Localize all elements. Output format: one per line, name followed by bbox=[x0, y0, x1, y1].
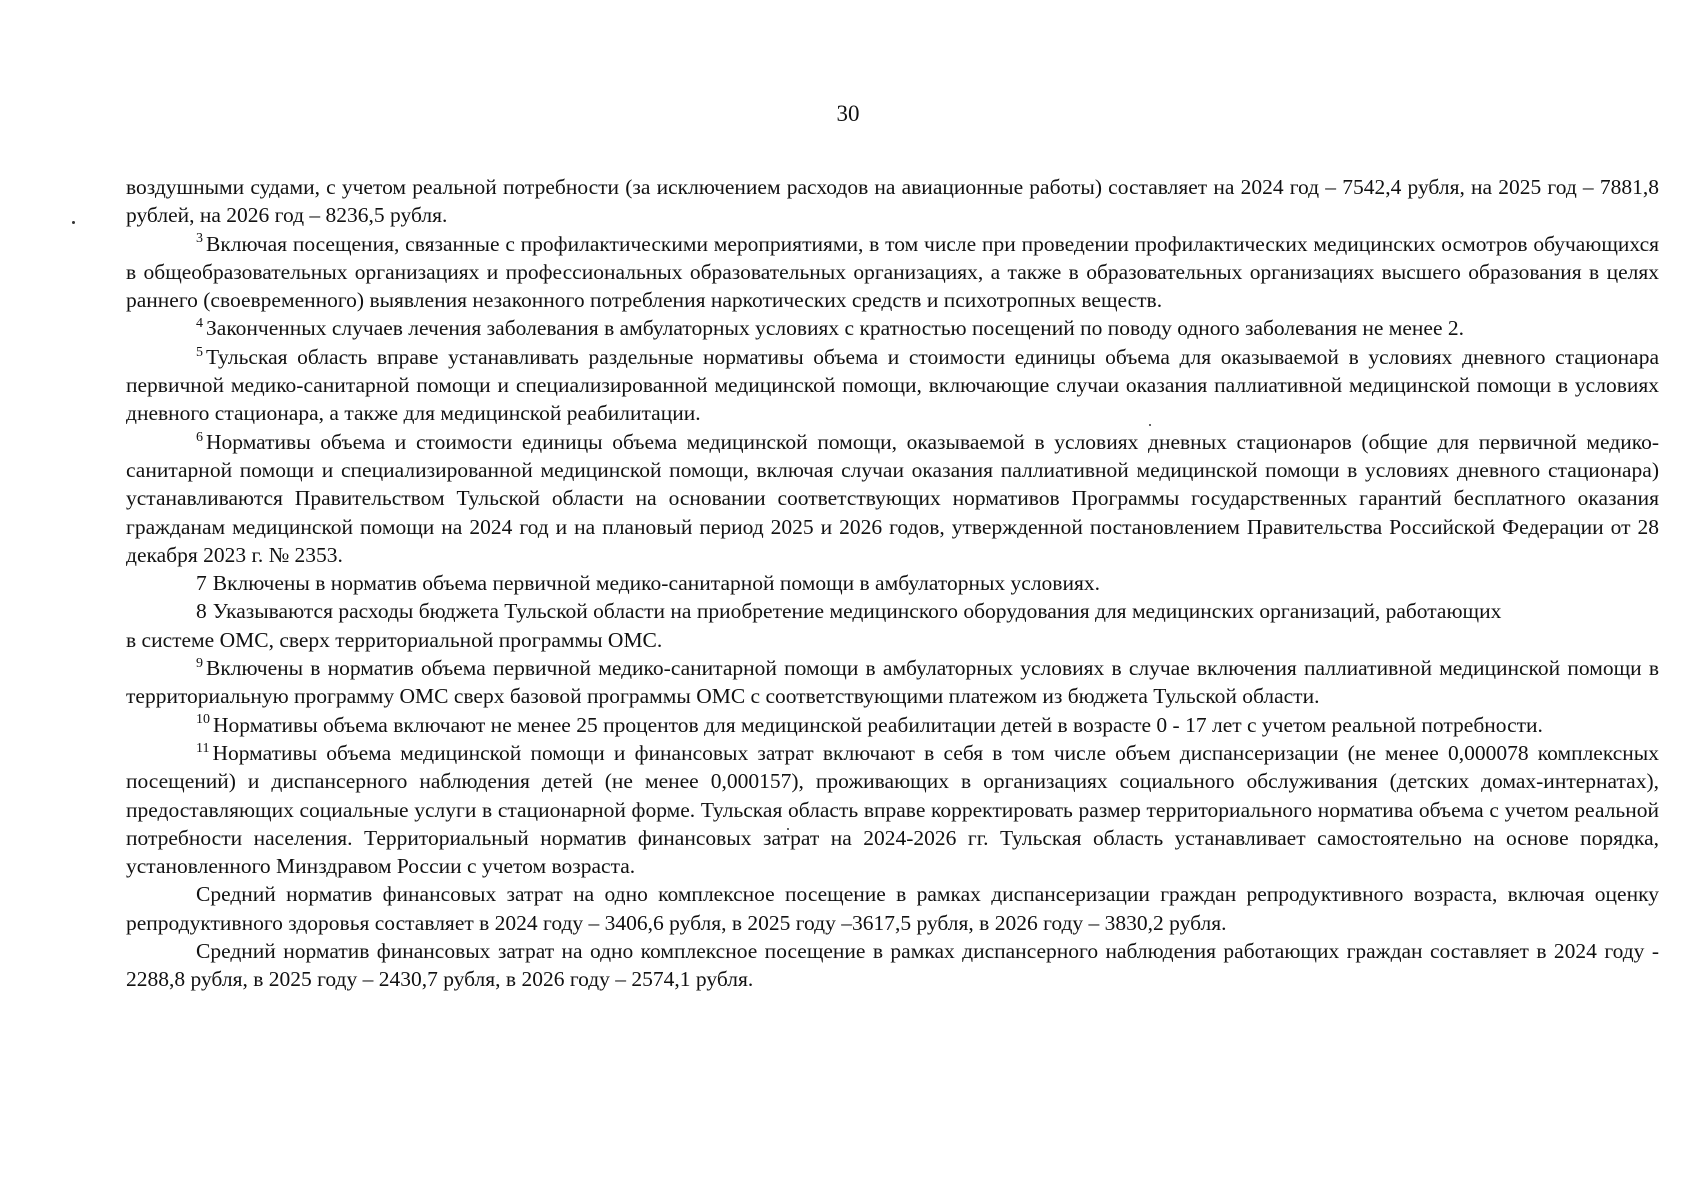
footnote-10 bbox=[126, 711, 1659, 739]
footnote-marker: 8 bbox=[196, 599, 207, 624]
footnote-11 bbox=[126, 739, 1659, 880]
footnote-4 bbox=[126, 314, 1659, 342]
footnote-text: Включены в норматив объема первичной медико-санитарной помощи в амбулаторных условиях в случае включения паллиативной медицинской помощи в территориальную программу ОМС сверх базовой программы ОМС с соответствующими платежом из бюджета Тульской области. bbox=[126, 656, 1659, 709]
footnote-marker: 10 bbox=[196, 712, 210, 728]
paragraph-text: Средний норматив финансовых затрат на одно комплексное посещение в рамках диспансерного наблюдения работающих граждан составляет в 2024 году - 2288,8 рубля, в 2025 году – 2430,7 рубля, в 2026 году – 2574,1 рубля. bbox=[126, 939, 1659, 992]
footnote-8 bbox=[126, 597, 1659, 625]
paragraph-dispensary-observation bbox=[126, 937, 1659, 994]
footnote-6 bbox=[126, 428, 1659, 569]
footnote-marker: 11 bbox=[196, 740, 210, 756]
page-number: 30 bbox=[836, 101, 860, 126]
footnote-text: Нормативы объема и стоимости единицы объема медицинской помощи, оказываемой в условиях дневных стационаров (общие для первичной медико-санитарной помощи и специализированной медицинской помощи, включая случаи оказания паллиативной медицинской помощи в условиях дневного стационара) устанавливаются Правительством Тульской области на основании соответствующих нормативов Программы государственных гарантий бесплатного оказания гражданам медицинской помощи на 2024 год и на плановый период 2025 и 2026 годов, утвержденной постановлением Правительства Российской Федерации от 28 декабря 2023 г. № 2353. bbox=[126, 429, 1659, 567]
document-body bbox=[126, 173, 1659, 994]
footnote-text: Нормативы объема медицинской помощи и финансовых затрат включают в себя в том числе объем диспансеризации (не менее 0,000078 комплексных посещений) и диспансерного наблюдения детей (не менее 0,000157), проживающих в организациях социального обслуживания (детских домах-интернатах), предоставляющих социальные услуги в стационарной форме. Тульская область вправе корректировать размер территориального норматива объема с учетом реальной потребности населения. Территориальный норматив финансовых затрат на 2024-2026 гг. Тульская область устанавливает самостоятельно на основе порядка, установленного Минздравом России с учетом возраста. bbox=[126, 740, 1659, 879]
footnote-text: Включены в норматив объема первичной медико-санитарной помощи в амбулаторных условиях. bbox=[212, 571, 1100, 596]
footnote-text: Включая посещения, связанные с профилактическими мероприятиями, в том числе при проведении профилактических медицинских осмотров обучающихся в общеобразовательных организациях и профессиональных образовательных организациях, а также в образовательных организациях высшего образования в целях раннего (своевременного) выявления незаконного потребления наркотических средств и психотропных веществ. bbox=[126, 231, 1659, 313]
footnote-7 bbox=[126, 569, 1659, 597]
footnote-marker: 6 bbox=[196, 429, 203, 445]
footnote-text: Нормативы объема включают не менее 25 процентов для медицинской реабилитации детей в возрасте 0 - 17 лет с учетом реальной потребности. bbox=[213, 712, 1543, 737]
footnote-text: Законченных случаев лечения заболевания в амбулаторных условиях с кратностью посещений по поводу одного заболевания не менее 2. bbox=[206, 316, 1465, 341]
footnote-marker: 9 bbox=[196, 655, 203, 671]
footnote-marker: 4 bbox=[196, 316, 203, 332]
footnote-5 bbox=[126, 343, 1659, 428]
footnote-text: Указываются расходы бюджета Тульской области на приобретение медицинского оборудования для медицинских организаций, работающих bbox=[212, 599, 1502, 624]
footnote-text: в системе ОМС, сверх территориальной программы ОМС. bbox=[126, 627, 663, 652]
footnote-marker: 3 bbox=[196, 231, 203, 247]
paragraph-continued bbox=[126, 173, 1659, 230]
paragraph-text: воздушными судами, с учетом реальной потребности (за исключением расходов на авиационные работы) составляет на 2024 год – 7542,4 рубля, на 2025 год – 7881,8 рублей, на 2026 год – 8236,5 рубля. bbox=[126, 175, 1659, 228]
footnote-marker: 5 bbox=[196, 344, 203, 360]
footnote-marker: 7 bbox=[196, 571, 207, 596]
paragraph-text: Средний норматив финансовых затрат на одно комплексное посещение в рамках диспансеризации граждан репродуктивного возраста, включая оценку репродуктивного здоровья составляет в 2024 году – 3406,6 рубля, в 2025 году –3617,5 рубля, в 2026 году – 3830,2 рубля. bbox=[126, 882, 1659, 935]
footnote-9 bbox=[126, 654, 1659, 711]
footnote-text: Тульская область вправе устанавливать раздельные нормативы объема и стоимости единицы объема для оказываемой в условиях дневного стационара первичной медико-санитарной помощи и специализированной медицинской помощи, включающие случаи оказания паллиативной медицинской помощи в условиях дневного стационара, а также для медицинской реабилитации. bbox=[126, 344, 1659, 426]
scan-speck bbox=[72, 221, 75, 224]
footnote-3 bbox=[126, 230, 1659, 315]
paragraph-reproductive-screening bbox=[126, 880, 1659, 937]
footnote-8-continuation bbox=[126, 626, 1659, 654]
